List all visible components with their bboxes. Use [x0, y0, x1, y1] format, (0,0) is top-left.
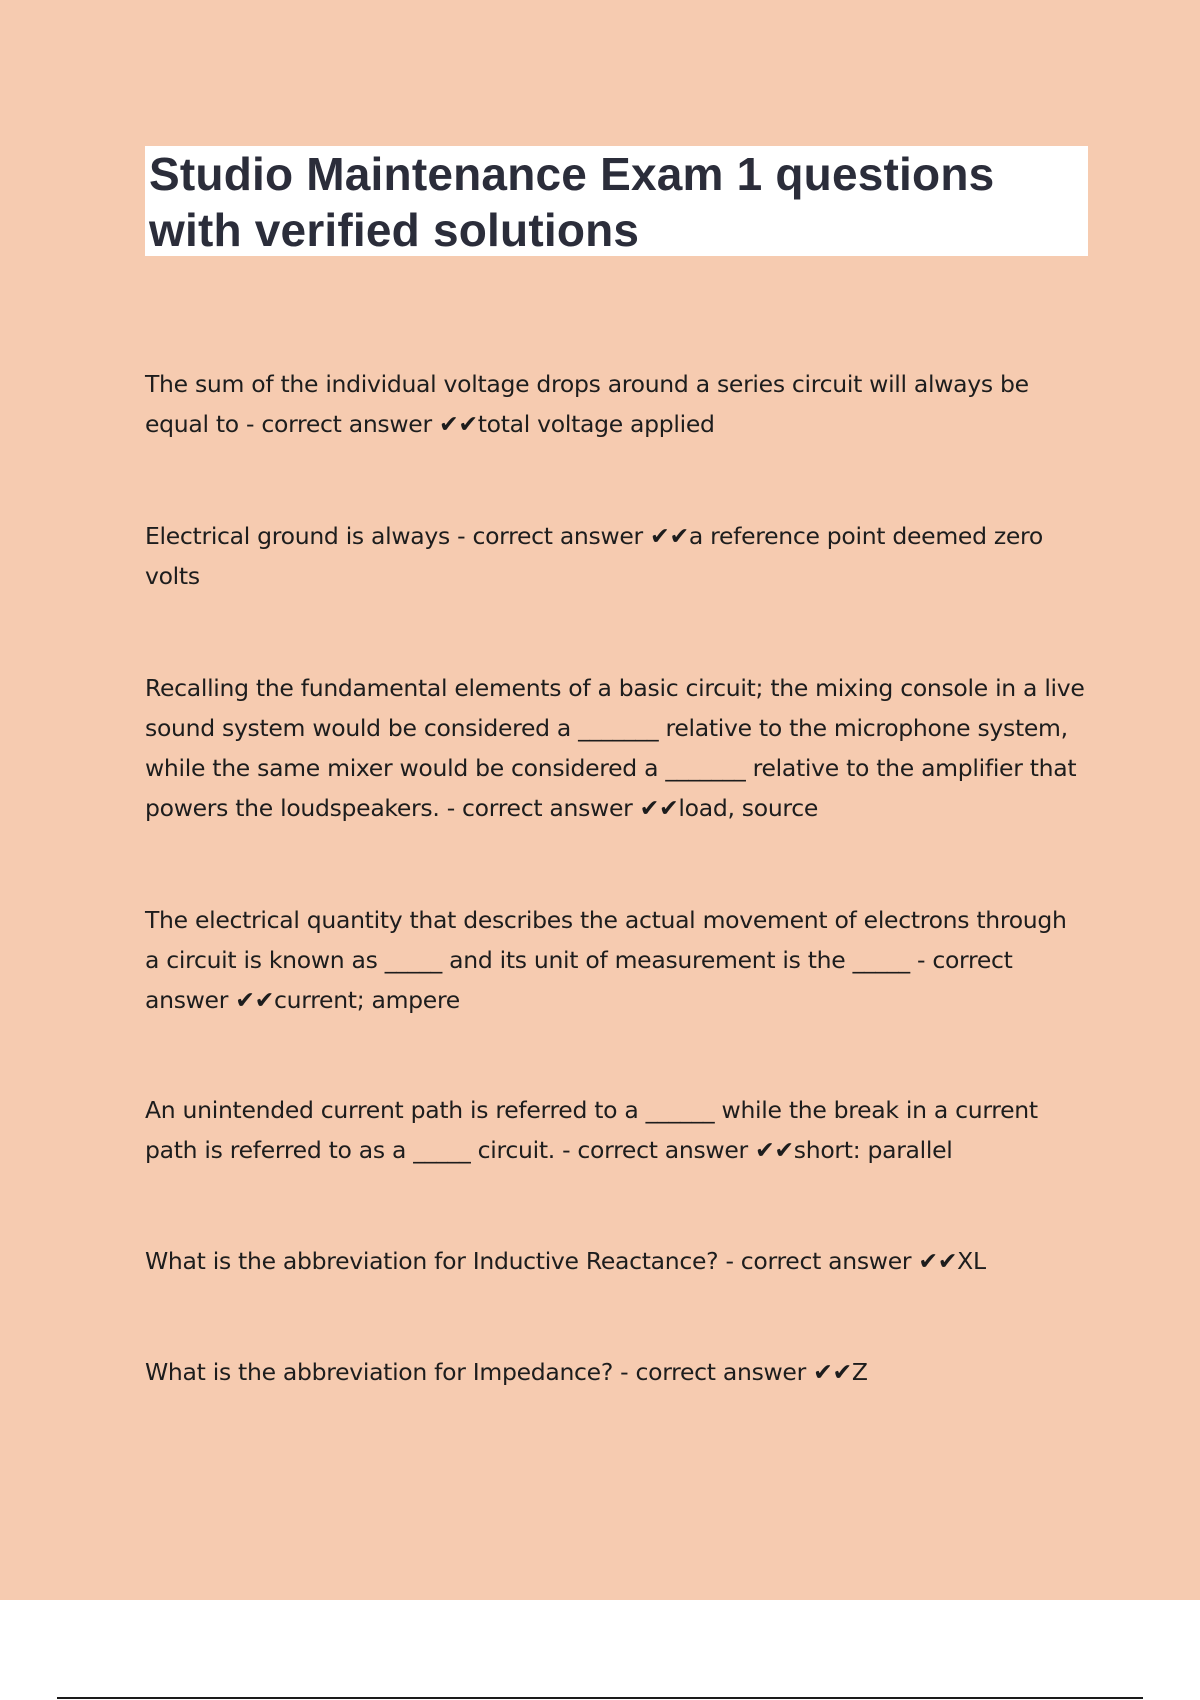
qa-item-1: The sum of the individual voltage drops around a series circuit will always be equal to - correct answer ✔✔total voltage applied [145, 370, 1029, 438]
qa-item-2: Electrical ground is always - correct answer ✔✔a reference point deemed zero volts [145, 522, 1043, 590]
footer-divider [57, 1697, 1143, 1699]
qa-item-4: The electrical quantity that describes the actual movement of electrons through a circuit is known as _____ and its unit of measurement is the _____ - correct answer ✔✔current; ampere [145, 906, 1067, 1014]
qa-item-6: What is the abbreviation for Inductive Reactance? - correct answer ✔✔XL [145, 1247, 986, 1275]
qa-item-7: What is the abbreviation for Impedance? - correct answer ✔✔Z [145, 1358, 868, 1386]
title-box [145, 146, 1088, 256]
page-title: Studio Maintenance Exam 1 questions with verified solutions [149, 148, 995, 256]
qa-item-3: Recalling the fundamental elements of a basic circuit; the mixing console in a live sound system would be considered a _______ relative to the microphone system, while the same mixer would be considered a _______ relative to the amplifier that powers the loudspeakers. - correct answer ✔✔load, source [145, 674, 1085, 822]
qa-item-5: An unintended current path is referred to a ______ while the break in a current path is referred to as a _____ circuit. - correct answer ✔✔short: parallel [145, 1096, 1038, 1164]
